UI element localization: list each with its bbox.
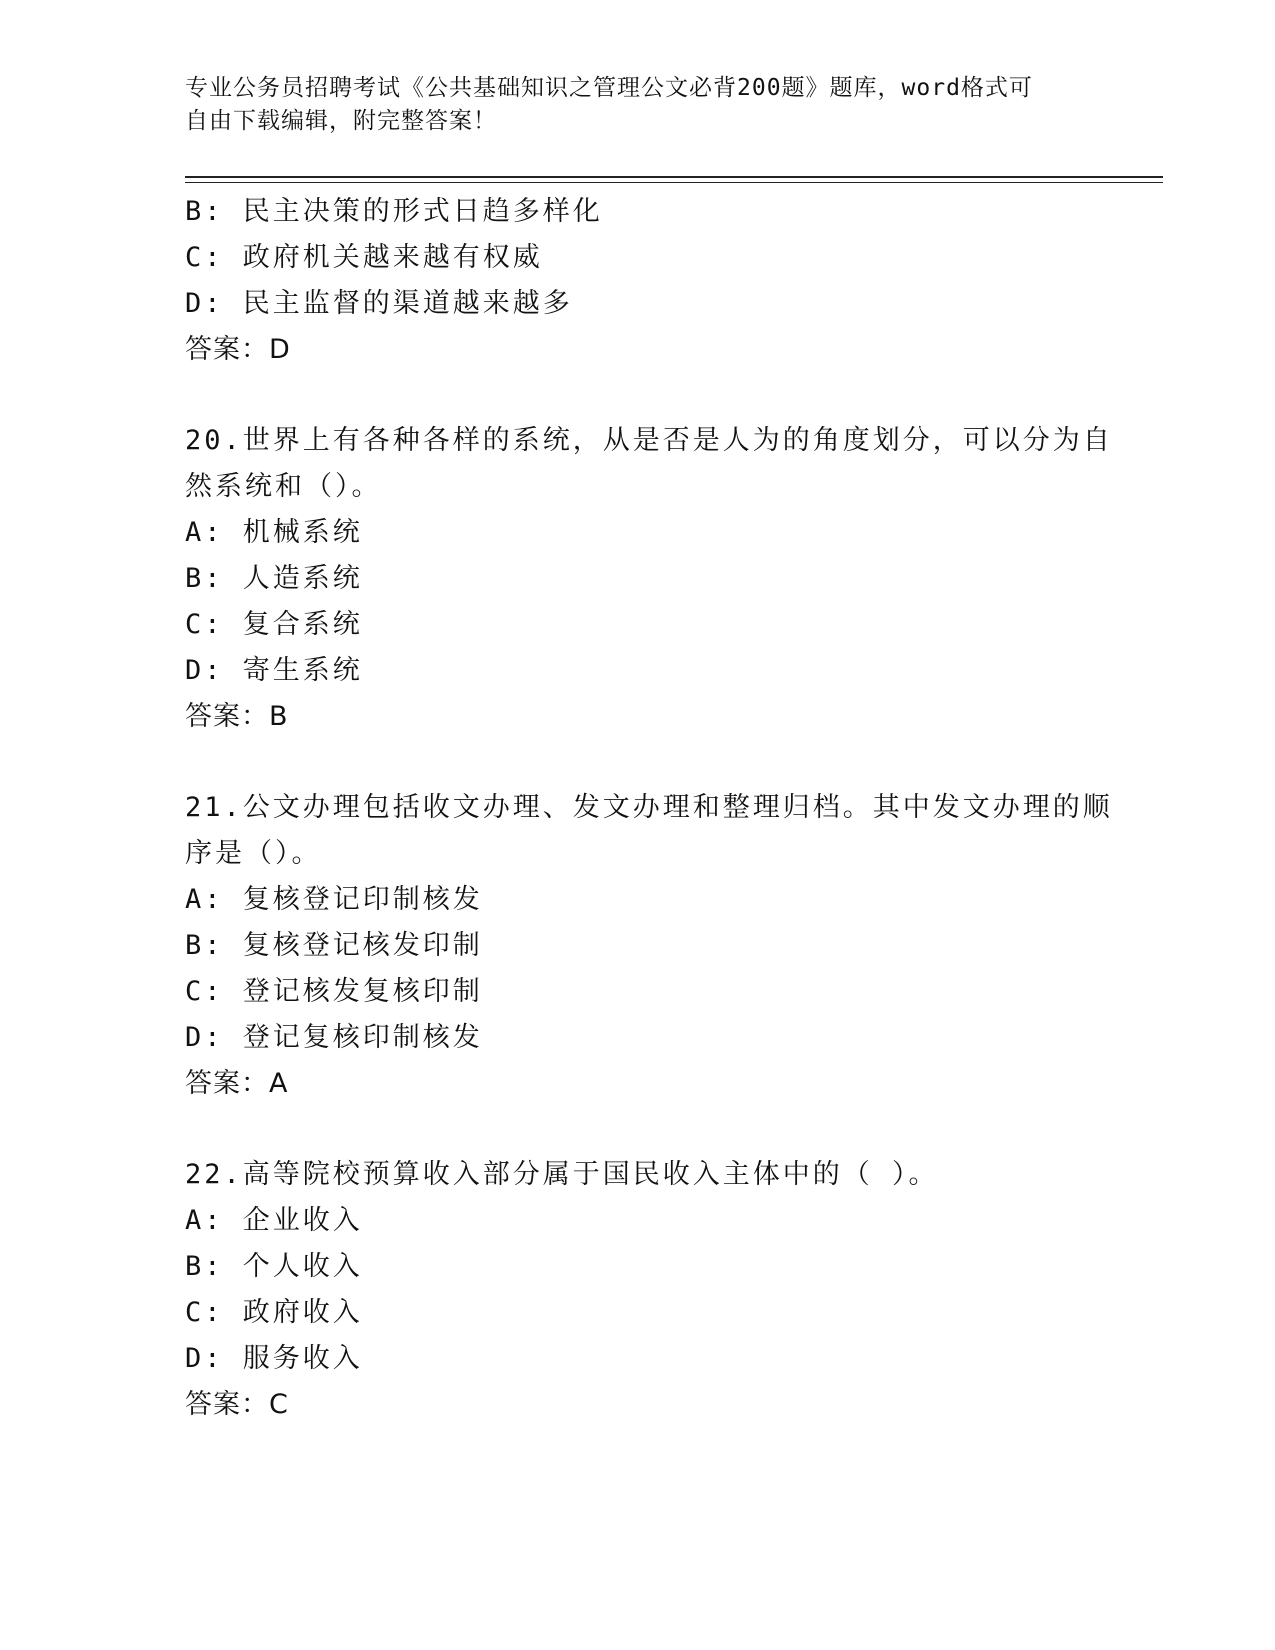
question-list: [185, 189, 1113, 1428]
option-d: D: 民主监督的渠道越来越多: [185, 288, 573, 319]
question-21: [185, 785, 1113, 1107]
answer: 答案：D: [185, 334, 291, 365]
option-b: B: 人造系统: [185, 563, 363, 594]
option-b: B: 民主决策的形式日趋多样化: [185, 196, 603, 227]
option-a: A: 复核登记印制核发: [185, 884, 483, 915]
option-a: A: 机械系统: [185, 517, 363, 548]
answer: 答案：B: [185, 701, 289, 732]
page-header: [185, 72, 1065, 138]
header-divider-thick: [185, 176, 1163, 178]
header-line-2: 自由下载编辑，附完整答案！: [185, 108, 497, 134]
option-c: C: 复合系统: [185, 609, 363, 640]
question-20: [185, 418, 1113, 740]
answer: 答案：A: [185, 1068, 289, 1099]
question-stem-line-2: 序是（）。: [185, 838, 322, 869]
option-c: C: 政府收入: [185, 1297, 363, 1328]
option-d: D: 登记复核印制核发: [185, 1022, 483, 1053]
question-22: [185, 1152, 1085, 1428]
question-stem-line-2: 然系统和（）。: [185, 471, 382, 502]
spacer: [185, 373, 1085, 418]
spacer: [185, 1107, 1085, 1152]
option-b: B: 个人收入: [185, 1251, 363, 1282]
header-line-1: 专业公务员招聘考试《公共基础知识之管理公文必背200题》题库，word格式可: [185, 75, 1033, 101]
question-19-continued: [185, 189, 1085, 373]
option-c: C: 政府机关越来越有权威: [185, 242, 543, 273]
option-d: D: 寄生系统: [185, 655, 363, 686]
option-c: C: 登记核发复核印制: [185, 976, 483, 1007]
answer: 答案：C: [185, 1389, 289, 1420]
question-stem-line-1: 20.世界上有各种各样的系统，从是否是人为的角度划分，可以分为自: [185, 425, 1113, 456]
spacer: [185, 740, 1085, 785]
question-stem-line-1: 22.高等院校预算收入部分属于国民收入主体中的（ ）。: [185, 1159, 939, 1190]
question-stem-line-1: 21.公文办理包括收文办理、发文办理和整理归档。其中发文办理的顺: [185, 792, 1113, 823]
option-b: B: 复核登记核发印制: [185, 930, 483, 961]
option-d: D: 服务收入: [185, 1343, 363, 1374]
header-divider-thin: [185, 182, 1163, 183]
option-a: A: 企业收入: [185, 1205, 363, 1236]
